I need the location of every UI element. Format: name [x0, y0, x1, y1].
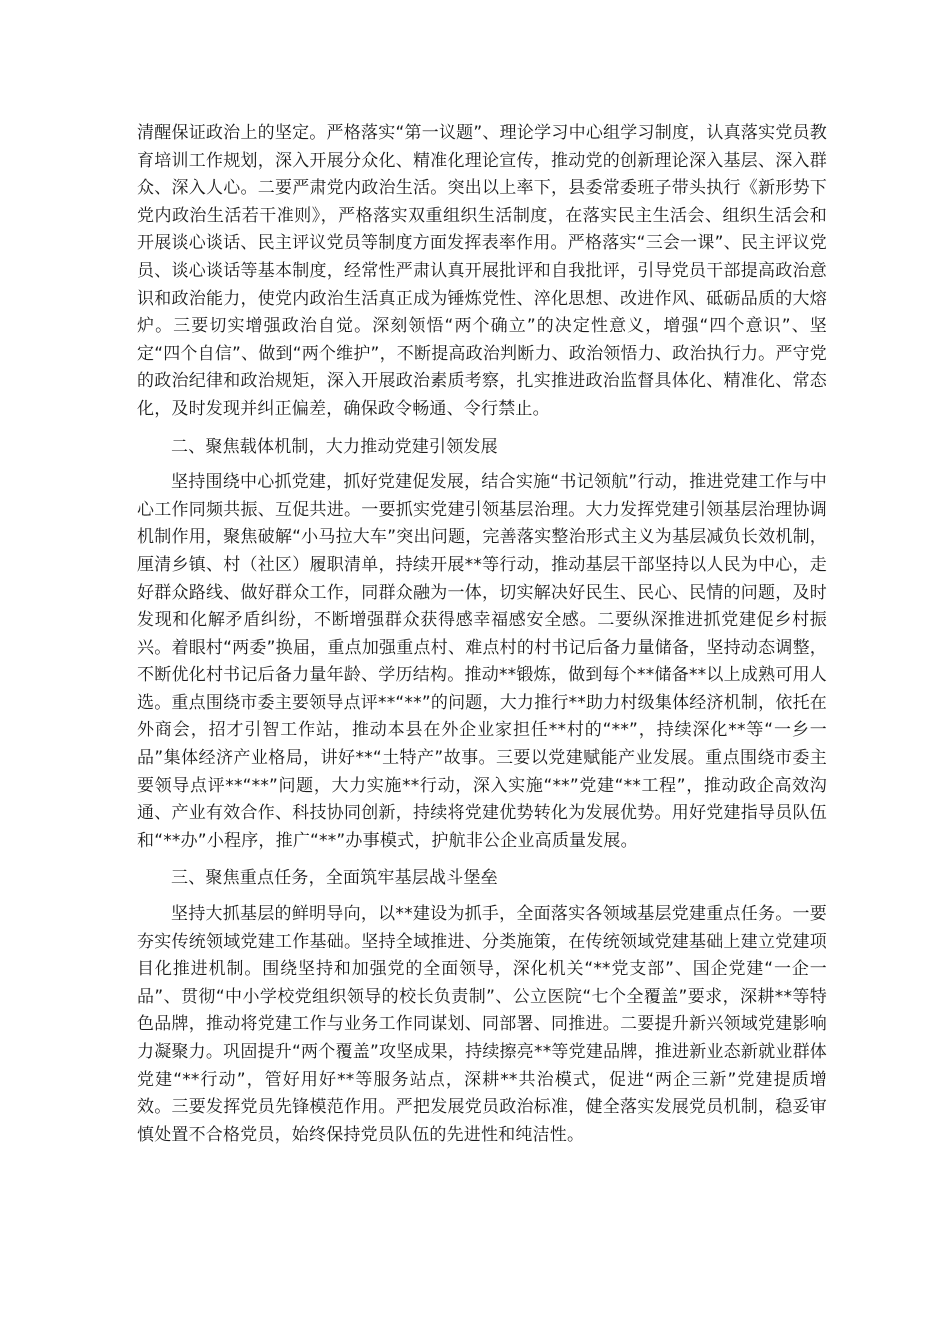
paragraph-grassroots-fortress: 坚持大抓基层的鲜明导向，以**建设为抓手，全面落实各领域基层党建重点任务。一要夯实传统领域党建工作基础。坚持全域推进、分类施策，在传统领域党建基础上建立党建项目化推进机制。围绕坚持和加强党的全面领导，深化机关“**党支部”、国企党建“一企一品”、贯彻“中小学校党组织领导的校长负责制”、公立医院“七个全覆盖”要求，深耕**等特色品牌，推动将党建工作与业务工作同谋划、同部署、同推进。二要提升新兴领域党建影响力凝聚力。巩固提升“两个覆盖”攻坚成果，持续擦亮**等党建品牌，推进新业态新就业群体党建“**行动”，管好用好**等服务站点，深耕**共治模式，促进“两企三新”党建提质增效。三要发挥党员先锋模范作用。严把发展党员政治标准，健全落实发展党员机制，稳妥审慎处置不合格党员，始终保持党员队伍的先进性和纯洁性。	[137, 904, 827, 1145]
section-heading-2: 二、聚焦载体机制，大力推动党建引领发展	[171, 436, 498, 457]
section-heading-3: 三、聚焦重点任务，全面筑牢基层战斗堡垒	[171, 868, 498, 889]
paragraph-political-stance: 清醒保证政治上的坚定。严格落实“第一议题”、理论学习中心组学习制度，认真落实党员教育培训工作规划，深入开展分众化、精准化理论宣传，推动党的创新理论深入基层、深入群众、深入人心。二要严肃党内政治生活。突出以上率下，县委常委班子带头执行《新形势下党内政治生活若干准则》，严格落实双重组织生活制度，在落实民主生活会、组织生活会和开展谈心谈话、民主评议党员等制度方面发挥表率作用。严格落实“三会一课”、民主评议党员、谈心谈话等基本制度，经常性严肃认真开展批评和自我批评，引导党员干部提高政治意识和政治能力，使党内政治生活真正成为锤炼党性、淬化思想、改进作风、砥砺品质的大熔炉。三要切实增强政治自觉。深刻领悟“两个确立”的决定性意义，增强“四个意识”、坚定“四个自信”、做到“两个维护”，不断提高政治判断力、政治领悟力、政治执行力。严守党的政治纪律和政治规矩，深入开展政治素质考察，扎实推进政治监督具体化、精准化、常态化，及时发现并纠正偏差，确保政令畅通、令行禁止。	[137, 123, 827, 419]
paragraph-party-building-development: 坚持围绕中心抓党建，抓好党建促发展，结合实施“书记领航”行动，推进党建工作与中心工作同频共振、互促共进。一要抓实党建引领基层治理。大力发挥党建引领基层治理协调机制作用，聚焦破解“小马拉大车”突出问题，完善落实整治形式主义为基层减负长效机制，厘清乡镇、村（社区）履职清单，持续开展**等行动，推动基层干部坚持以人民为中心，走好群众路线、做好群众工作，同群众融为一体，切实解决好民生、民心、民情的问题，及时发现和化解矛盾纠纷，不断增强群众获得感幸福感安全感。二要纵深推进抓党建促乡村振兴。着眼村“两委”换届，重点加强重点村、难点村的村书记后备力量储备，坚持动态调整，不断优化村书记后备力量年龄、学历结构。推动**锻炼，做到每个**储备**以上成熟可用人选。重点围绕市委主要领导点评**“**”的问题，大力推行**助力村级集体经济机制，依托在外商会，招才引智工作站，推动本县在外企业家担任**村的“**”，持续深化**等“一乡一品”集体经济产业格局，讲好**“土特产”故事。三要以党建赋能产业发展。重点围绕市委主要领导点评**“**”问题，大力实施**行动，深入实施“**”党建“**工程”，推动政企高效沟通、产业有效合作、科技协同创新，持续将党建优势转化为发展优势。用好党建指导员队伍和“**办”小程序，推广“**”办事模式，护航非公企业高质量发展。	[137, 472, 827, 851]
document-body	[137, 120, 827, 1149]
